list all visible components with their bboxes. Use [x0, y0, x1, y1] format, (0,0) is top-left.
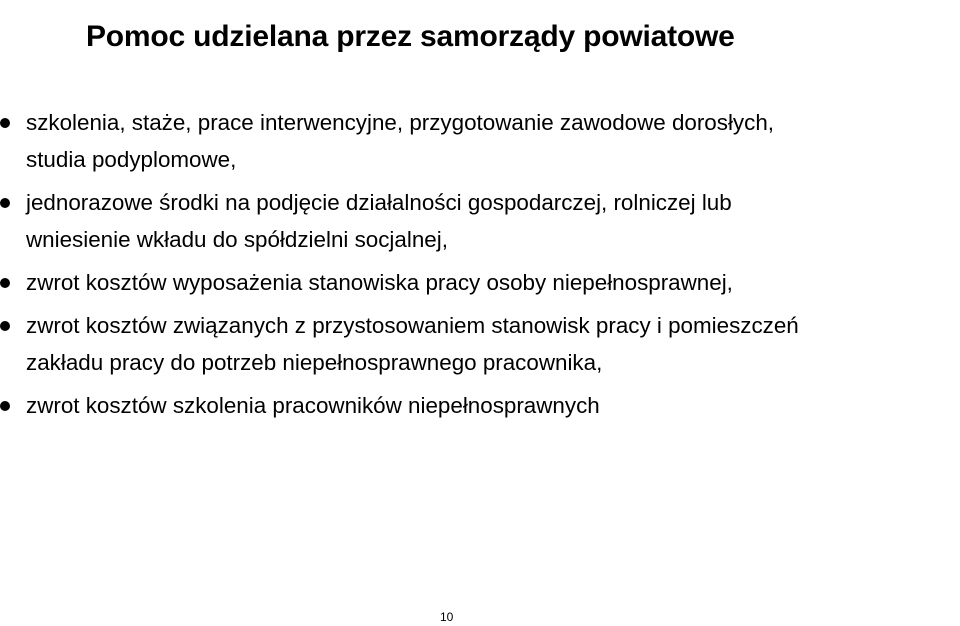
bullet-text-continuation: wniesienie wkładu do spółdzielni socjalnej,: [26, 227, 448, 252]
bullet-list: [0, 101, 960, 427]
bullet-dot-icon: [0, 118, 10, 128]
bullet-item: [0, 304, 960, 384]
bullet-dot-icon: [0, 198, 10, 208]
bullet-item: [0, 261, 960, 304]
bullet-dot-icon: [0, 321, 10, 331]
bullet-text: zwrot kosztów związanych z przystosowaniem stanowisk pracy i pomieszczeń: [26, 313, 799, 338]
bullet-text: zwrot kosztów wyposażenia stanowiska pracy osoby niepełnosprawnej,: [26, 270, 733, 295]
bullet-dot-icon: [0, 401, 10, 411]
bullet-text: zwrot kosztów szkolenia pracowników niepełnosprawnych: [26, 393, 600, 418]
bullet-item: [0, 384, 960, 427]
bullet-text: jednorazowe środki na podjęcie działalności gospodarczej, rolniczej lub: [26, 190, 732, 215]
page-number: 10: [440, 610, 454, 624]
bullet-item: [0, 181, 960, 261]
bullet-text-continuation: zakładu pracy do potrzeb niepełnosprawnego pracownika,: [26, 350, 603, 375]
slide-title: Pomoc udzielana przez samorządy powiatowe: [86, 20, 735, 54]
bullet-text-continuation: studia podyplomowe,: [26, 147, 237, 172]
bullet-dot-icon: [0, 278, 10, 288]
bullet-text: szkolenia, staże, prace interwencyjne, przygotowanie zawodowe dorosłych,: [26, 110, 774, 135]
bullet-item: [0, 101, 960, 181]
